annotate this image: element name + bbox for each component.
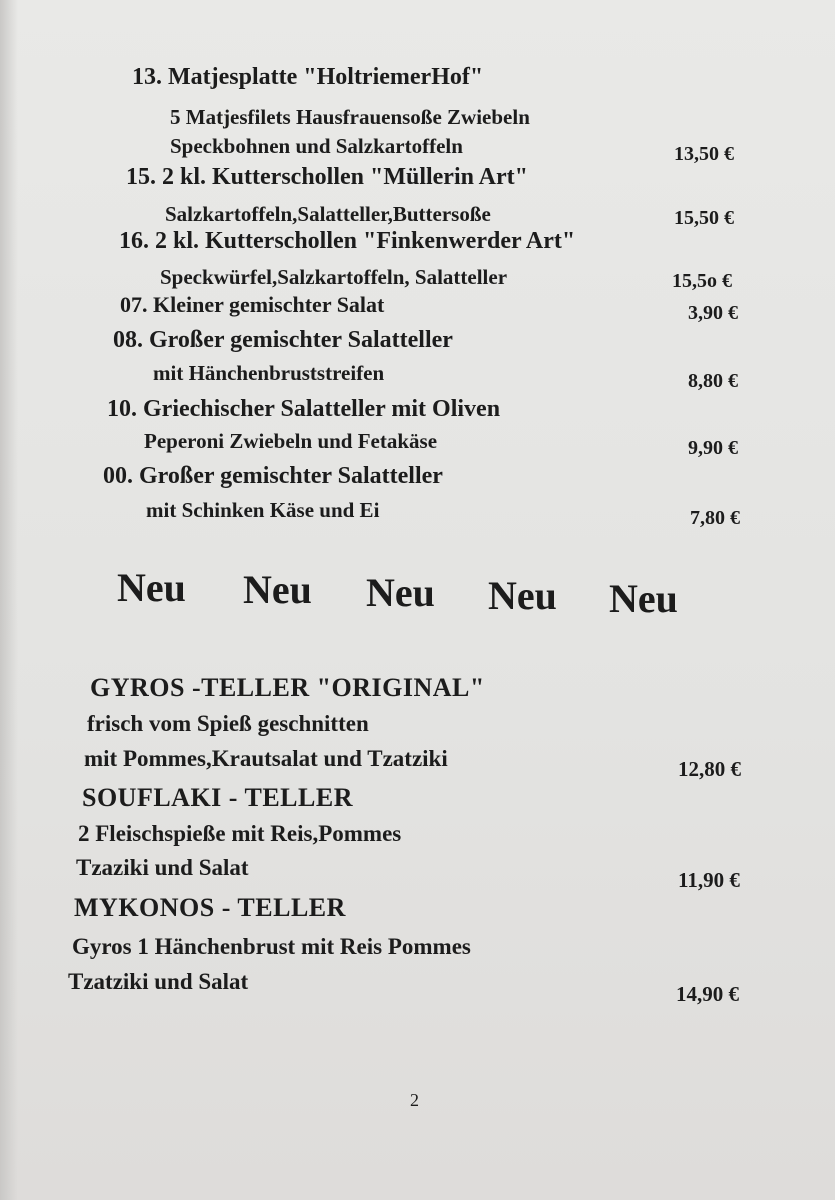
menu-item-desc: mit Pommes,Krautsalat und Tzatziki xyxy=(84,746,448,771)
menu-item-desc: Tzaziki und Salat xyxy=(76,855,249,880)
menu-item-desc: Peperoni Zwiebeln und Fetakäse xyxy=(144,429,438,453)
menu-item-desc: 2 Fleischspieße mit Reis,Pommes xyxy=(78,821,402,846)
menu-item-price: 12,80 € xyxy=(678,757,741,781)
menu-item-title: 13. Matjesplatte "HoltriemerHof" xyxy=(132,64,484,90)
menu-item-price: 9,90 € xyxy=(688,437,738,459)
menu-item-desc: mit Hänchenbruststreifen xyxy=(153,361,385,385)
menu-item-price: 3,90 € xyxy=(688,302,738,324)
menu-item-desc: 5 Matjesfilets Hausfrauensoße Zwiebeln xyxy=(170,105,530,129)
menu-item-title: GYROS -TELLER "ORIGINAL" xyxy=(90,673,485,702)
menu-item-title: MYKONOS - TELLER xyxy=(74,893,346,922)
menu-item-desc: Speckbohnen und Salzkartoffeln xyxy=(170,134,463,158)
menu-item-title: 08. Großer gemischter Salatteller xyxy=(113,327,453,353)
menu-item-title: 10. Griechischer Salatteller mit Oliven xyxy=(107,396,501,422)
menu-item-title: 15. 2 kl. Kutterschollen "Müllerin Art" xyxy=(126,164,528,190)
menu-item-desc: frisch vom Spieß geschnitten xyxy=(87,711,369,736)
menu-item-title: 07. Kleiner gemischter Salat xyxy=(120,292,385,317)
menu-item-price: 15,50 € xyxy=(674,207,734,229)
menu-item-price: 8,80 € xyxy=(688,370,738,392)
menu-item-title: SOUFLAKI - TELLER xyxy=(82,783,353,812)
menu-item-title: 00. Großer gemischter Salatteller xyxy=(103,463,443,489)
menu-item-price: 14,90 € xyxy=(676,982,739,1006)
menu-item-desc: mit Schinken Käse und Ei xyxy=(146,498,380,522)
neu-label: Neu xyxy=(488,573,557,618)
neu-label: Neu xyxy=(117,565,186,610)
menu-item-desc: Tzatziki und Salat xyxy=(68,969,249,994)
neu-label: Neu xyxy=(609,576,678,621)
menu-item-desc: Gyros 1 Hänchenbrust mit Reis Pommes xyxy=(72,934,471,959)
page-number: 2 xyxy=(410,1090,419,1110)
menu-item-desc: Salzkartoffeln,Salatteller,Buttersoße xyxy=(165,202,491,226)
neu-label: Neu xyxy=(243,567,312,612)
menu-item-price: 15,5o € xyxy=(672,270,732,292)
page-edge-shadow xyxy=(0,0,18,1200)
menu-item-title: 16. 2 kl. Kutterschollen "Finkenwerder Art" xyxy=(119,228,576,254)
menu-item-price: 11,90 € xyxy=(678,868,740,892)
menu-item-desc: Speckwürfel,Salzkartoffeln, Salatteller xyxy=(160,265,508,289)
menu-item-price: 13,50 € xyxy=(674,143,734,165)
menu-item-price: 7,80 € xyxy=(690,507,740,529)
neu-label: Neu xyxy=(366,570,435,615)
